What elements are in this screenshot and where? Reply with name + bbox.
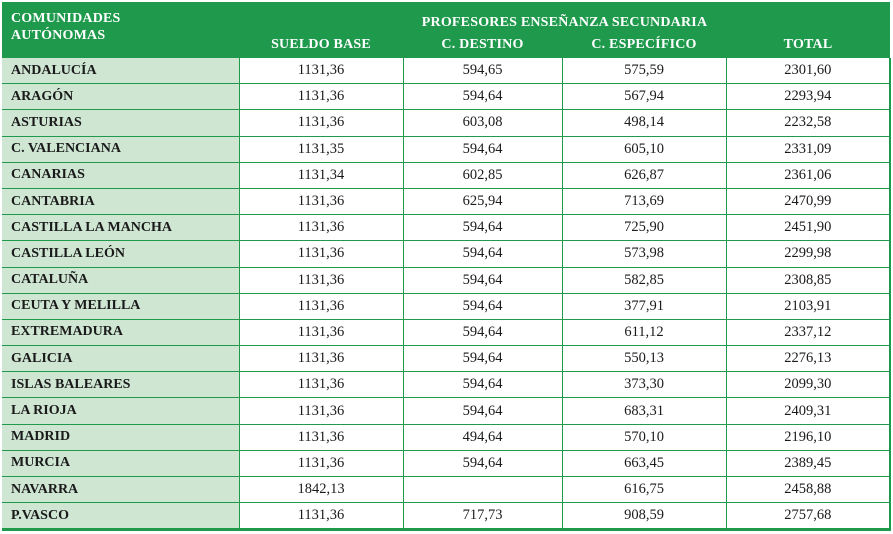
region-cell: EXTREMADURA xyxy=(2,319,239,345)
c-especifico-cell: 611,12 xyxy=(562,319,726,345)
c-destino-cell: 594,64 xyxy=(403,372,562,398)
region-cell: ISLAS BALEARES xyxy=(2,372,239,398)
region-cell: MADRID xyxy=(2,424,239,450)
total-cell: 2409,31 xyxy=(726,398,890,424)
total-cell: 2757,68 xyxy=(726,503,890,530)
region-header-line2: AUTÓNOMAS xyxy=(11,28,106,43)
table-row xyxy=(2,215,890,241)
table-body xyxy=(2,58,890,530)
c-destino-cell: 603,08 xyxy=(403,110,562,136)
table-row xyxy=(2,84,890,110)
table-row xyxy=(2,241,890,267)
total-cell: 2470,99 xyxy=(726,188,890,214)
c-especifico-cell: 725,90 xyxy=(562,215,726,241)
table-row xyxy=(2,110,890,136)
salary-table xyxy=(2,2,891,531)
total-cell: 2331,09 xyxy=(726,136,890,162)
total-cell: 2308,85 xyxy=(726,267,890,293)
total-cell: 2389,45 xyxy=(726,450,890,476)
region-cell: GALICIA xyxy=(2,346,239,372)
c-destino-cell: 594,64 xyxy=(403,267,562,293)
c-especifico-cell: 683,31 xyxy=(562,398,726,424)
region-header-line1: COMUNIDADES xyxy=(11,11,121,26)
table-row xyxy=(2,188,890,214)
region-cell: CANTABRIA xyxy=(2,188,239,214)
col-header-c-destino: C. DESTINO xyxy=(403,33,562,58)
table-row xyxy=(2,319,890,345)
sueldo-base-cell: 1131,36 xyxy=(239,110,403,136)
c-destino-cell: 594,64 xyxy=(403,319,562,345)
c-destino-cell: 594,64 xyxy=(403,450,562,476)
sueldo-base-cell: 1131,36 xyxy=(239,372,403,398)
table-row xyxy=(2,293,890,319)
c-especifico-cell: 570,10 xyxy=(562,424,726,450)
table-row xyxy=(2,450,890,476)
c-destino-cell xyxy=(403,477,562,503)
c-destino-cell: 594,64 xyxy=(403,84,562,110)
c-especifico-cell: 575,59 xyxy=(562,58,726,84)
table-row xyxy=(2,477,890,503)
c-destino-cell: 594,65 xyxy=(403,58,562,84)
table-row xyxy=(2,58,890,84)
region-cell: CASTILLA LEÓN xyxy=(2,241,239,267)
c-especifico-cell: 616,75 xyxy=(562,477,726,503)
c-especifico-cell: 713,69 xyxy=(562,188,726,214)
sueldo-base-cell: 1131,36 xyxy=(239,267,403,293)
sueldo-base-cell: 1131,36 xyxy=(239,346,403,372)
c-destino-cell: 717,73 xyxy=(403,503,562,530)
region-cell: ARAGÓN xyxy=(2,84,239,110)
group-header: PROFESORES ENSEÑANZA SECUNDARIA xyxy=(239,2,890,33)
c-especifico-cell: 908,59 xyxy=(562,503,726,530)
table-row xyxy=(2,162,890,188)
total-cell: 2232,58 xyxy=(726,110,890,136)
total-cell: 2299,98 xyxy=(726,241,890,267)
total-cell: 2301,60 xyxy=(726,58,890,84)
region-cell: LA RIOJA xyxy=(2,398,239,424)
c-especifico-cell: 663,45 xyxy=(562,450,726,476)
total-cell: 2361,06 xyxy=(726,162,890,188)
region-cell: CASTILLA LA MANCHA xyxy=(2,215,239,241)
c-destino-cell: 625,94 xyxy=(403,188,562,214)
total-cell: 2276,13 xyxy=(726,346,890,372)
sueldo-base-cell: 1131,34 xyxy=(239,162,403,188)
sueldo-base-cell: 1131,36 xyxy=(239,84,403,110)
c-especifico-cell: 377,91 xyxy=(562,293,726,319)
table-row xyxy=(2,136,890,162)
c-destino-cell: 594,64 xyxy=(403,346,562,372)
c-destino-cell: 594,64 xyxy=(403,215,562,241)
total-cell: 2458,88 xyxy=(726,477,890,503)
region-cell: CEUTA Y MELILLA xyxy=(2,293,239,319)
region-cell: MURCIA xyxy=(2,450,239,476)
c-destino-cell: 594,64 xyxy=(403,136,562,162)
region-cell: ANDALUCÍA xyxy=(2,58,239,84)
c-especifico-cell: 582,85 xyxy=(562,267,726,293)
sueldo-base-cell: 1131,36 xyxy=(239,398,403,424)
total-cell: 2337,12 xyxy=(726,319,890,345)
region-cell: CATALUÑA xyxy=(2,267,239,293)
c-especifico-cell: 498,14 xyxy=(562,110,726,136)
sueldo-base-cell: 1131,36 xyxy=(239,215,403,241)
total-cell: 2196,10 xyxy=(726,424,890,450)
sueldo-base-cell: 1131,36 xyxy=(239,293,403,319)
col-header-c-especifico: C. ESPECÍFICO xyxy=(562,33,726,58)
region-column-header xyxy=(2,2,239,58)
table-row xyxy=(2,267,890,293)
c-destino-cell: 594,64 xyxy=(403,293,562,319)
table-header xyxy=(2,2,890,58)
c-especifico-cell: 373,30 xyxy=(562,372,726,398)
c-especifico-cell: 573,98 xyxy=(562,241,726,267)
col-header-sueldo-base: SUELDO BASE xyxy=(239,33,403,58)
sueldo-base-cell: 1131,36 xyxy=(239,319,403,345)
table-row xyxy=(2,503,890,530)
sueldo-base-cell: 1131,36 xyxy=(239,241,403,267)
sueldo-base-cell: 1131,36 xyxy=(239,424,403,450)
region-cell: NAVARRA xyxy=(2,477,239,503)
table-row xyxy=(2,398,890,424)
c-destino-cell: 602,85 xyxy=(403,162,562,188)
region-cell: C. VALENCIANA xyxy=(2,136,239,162)
c-especifico-cell: 605,10 xyxy=(562,136,726,162)
table-row xyxy=(2,346,890,372)
c-destino-cell: 594,64 xyxy=(403,398,562,424)
total-cell: 2451,90 xyxy=(726,215,890,241)
total-cell: 2103,91 xyxy=(726,293,890,319)
sueldo-base-cell: 1131,35 xyxy=(239,136,403,162)
total-cell: 2099,30 xyxy=(726,372,890,398)
region-cell: P.VASCO xyxy=(2,503,239,530)
c-especifico-cell: 550,13 xyxy=(562,346,726,372)
total-cell: 2293,94 xyxy=(726,84,890,110)
col-header-total: TOTAL xyxy=(726,33,890,58)
sueldo-base-cell: 1131,36 xyxy=(239,188,403,214)
sueldo-base-cell: 1131,36 xyxy=(239,450,403,476)
c-especifico-cell: 626,87 xyxy=(562,162,726,188)
c-destino-cell: 494,64 xyxy=(403,424,562,450)
sueldo-base-cell: 1131,36 xyxy=(239,58,403,84)
region-cell: CANARIAS xyxy=(2,162,239,188)
region-cell: ASTURIAS xyxy=(2,110,239,136)
sueldo-base-cell: 1131,36 xyxy=(239,503,403,530)
table-row xyxy=(2,424,890,450)
table-row xyxy=(2,372,890,398)
c-destino-cell: 594,64 xyxy=(403,241,562,267)
sueldo-base-cell: 1842,13 xyxy=(239,477,403,503)
c-especifico-cell: 567,94 xyxy=(562,84,726,110)
